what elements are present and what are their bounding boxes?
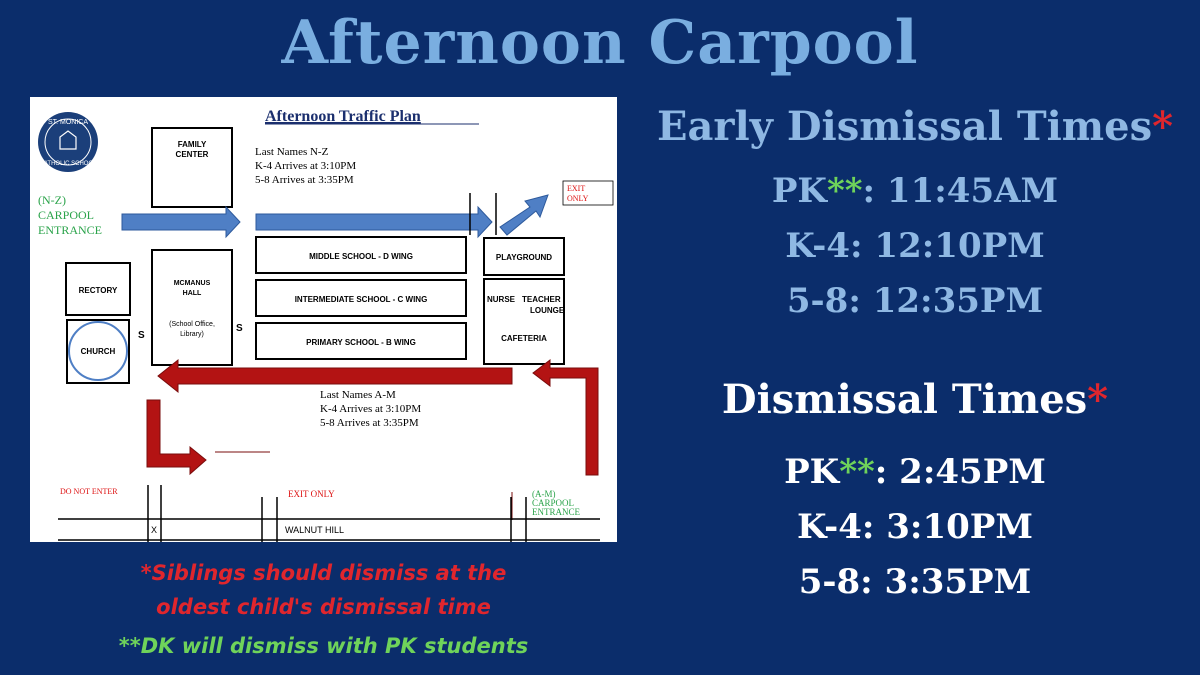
early-pk-time: PK**: 11:45AM — [771, 171, 1059, 211]
mcmanus-label: MCMANUS — [173, 280, 211, 287]
rectory-label: RECTORY — [78, 286, 118, 295]
teacher-lounge-label-2: LOUNGE — [530, 306, 565, 315]
playground-label: PLAYGROUND — [495, 253, 553, 262]
nurse-label: NURSE — [487, 295, 516, 304]
school-logo — [38, 112, 98, 172]
am-note-line-1: Last Names A-M — [320, 389, 396, 401]
dismissal-heading: Dismissal Times* — [721, 376, 1109, 423]
early-dismissal-times — [630, 164, 1200, 329]
intermediate-school-label: INTERMEDIATE SCHOOL - C WING — [294, 295, 428, 304]
nz-entrance-label-2: CARPOOL — [38, 208, 95, 222]
mcmanus-label-4: Library) — [180, 331, 204, 338]
dk-note: **DK will dismiss with PK students — [118, 634, 529, 658]
early-58-time: 5-8: 12:35PM — [786, 281, 1044, 321]
dismissal-times — [630, 445, 1200, 610]
early-k4-time: K-4: 12:10PM — [785, 226, 1045, 266]
cafeteria-label: CAFETERIA — [501, 334, 547, 343]
asterisk: * — [1087, 376, 1109, 423]
family-center-label-2: CENTER — [175, 150, 209, 159]
side-s-label-left: S — [138, 330, 145, 341]
page-title: Afternoon Carpool — [281, 8, 919, 78]
cafeteria-building — [484, 279, 564, 364]
church-label: CHURCH — [80, 347, 116, 356]
early-dismissal-heading: Early Dismissal Times* — [656, 103, 1174, 150]
mcmanus-label-3: (School Office, — [169, 321, 215, 328]
siblings-note: *Siblings should dismiss at the — [140, 561, 507, 585]
logo-text-bottom: CATHOLIC SCHOOL — [39, 161, 97, 167]
am-entrance-label: (A-M) — [532, 489, 556, 499]
siblings-note-2: oldest child's dismissal time — [156, 595, 491, 619]
nz-entrance-label: (N-Z) — [38, 193, 66, 207]
nz-entrance-label-3: ENTRANCE — [38, 223, 102, 237]
do-not-enter-label: DO NOT ENTER — [60, 487, 118, 496]
am-entrance-label-2: CARPOOL — [532, 498, 575, 508]
am-traffic-arrows — [147, 360, 598, 520]
58-time: 5-8: 3:35PM — [798, 562, 1032, 602]
map-heading: Afternoon Traffic Plan — [265, 108, 421, 125]
primary-school-label: PRIMARY SCHOOL - B WING — [306, 338, 416, 347]
family-center-label: FAMILY — [177, 140, 207, 149]
nz-note-line-1: Last Names N-Z — [255, 146, 329, 158]
mcmanus-hall-building — [152, 250, 232, 365]
k4-time: K-4: 3:10PM — [797, 507, 1033, 547]
footnotes — [30, 556, 617, 658]
pk-time: PK**: 2:45PM — [784, 452, 1046, 492]
am-note-line-3: 5-8 Arrives at 3:35PM — [320, 417, 419, 429]
exit-only-bottom-label: EXIT ONLY — [288, 489, 335, 499]
walnut-hill-label: WALNUT HILL — [285, 525, 345, 535]
x-label: X — [151, 525, 158, 535]
mcmanus-label-2: HALL — [182, 290, 202, 297]
am-entrance-label-3: ENTRANCE — [532, 507, 580, 517]
traffic-plan-map — [30, 97, 617, 542]
logo-text-top: ST. MONICA — [47, 119, 89, 126]
nz-note-line-3: 5-8 Arrives at 3:35PM — [255, 174, 354, 186]
side-s-label-right: S — [236, 323, 243, 334]
teacher-lounge-label: TEACHER — [522, 295, 561, 304]
exit-only-top-label-2: ONLY — [567, 194, 589, 203]
am-note-line-2: K-4 Arrives at 3:10PM — [320, 403, 422, 415]
asterisk: * — [1152, 103, 1174, 150]
exit-only-top-label: EXIT — [567, 184, 586, 193]
middle-school-label: MIDDLE SCHOOL - D WING — [309, 252, 413, 261]
nz-note-line-2: K-4 Arrives at 3:10PM — [255, 160, 357, 172]
